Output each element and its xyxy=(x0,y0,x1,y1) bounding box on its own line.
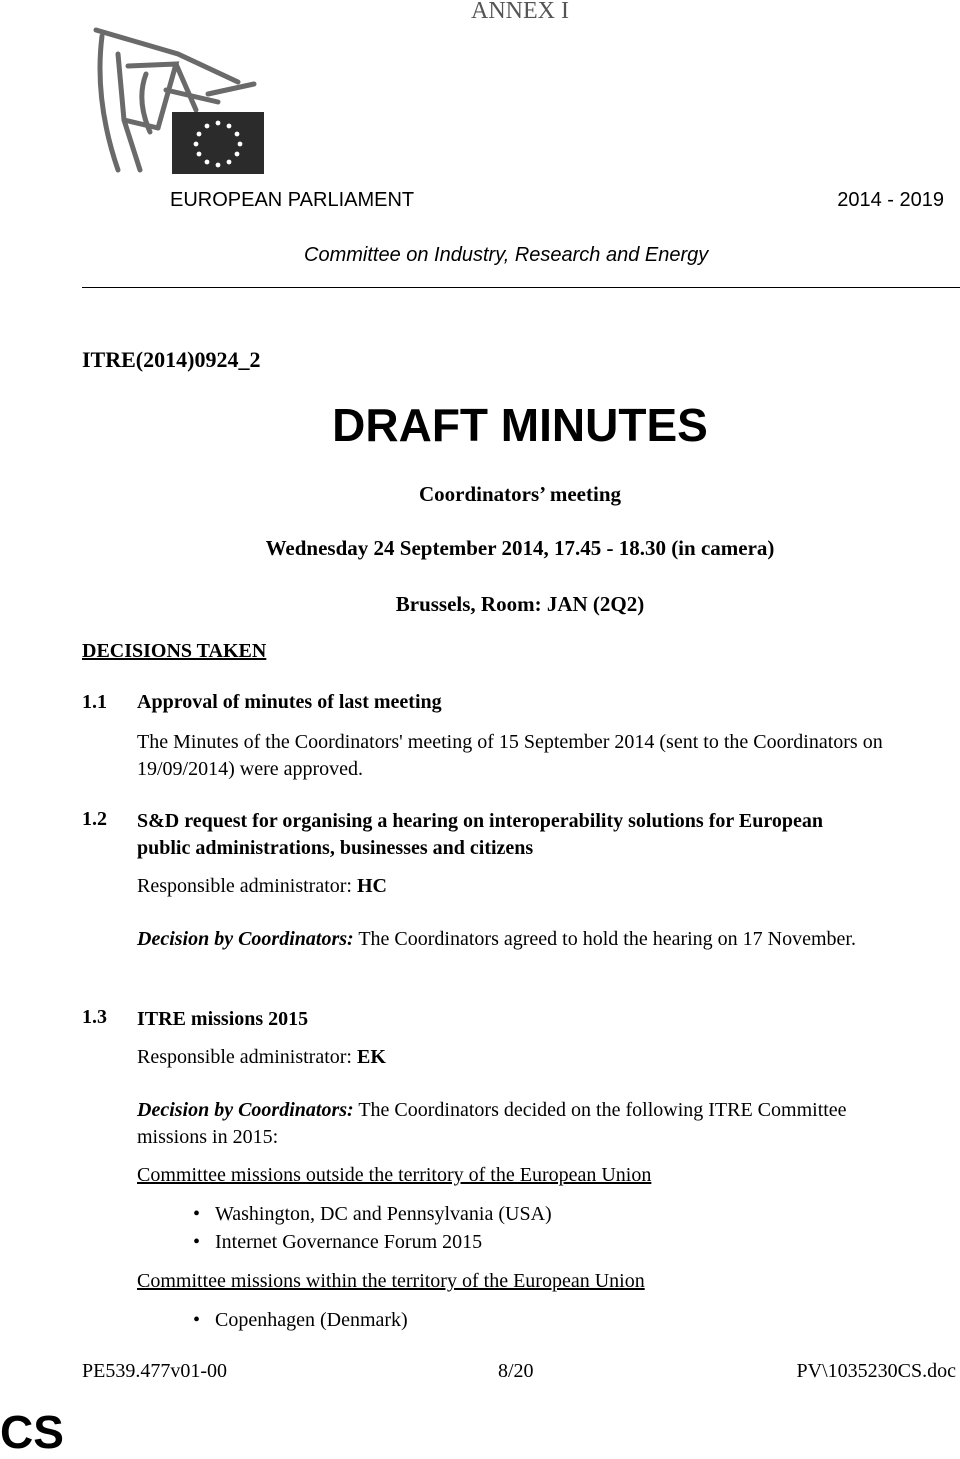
item-heading: Approval of minutes of last meeting xyxy=(137,691,442,713)
meeting-date: Wednesday 24 September 2014, 17.45 - 18.30 (in camera) xyxy=(265,536,775,560)
admin-initials: HC xyxy=(356,875,387,897)
bullet-icon: • xyxy=(193,1203,201,1225)
bullet-icon: • xyxy=(193,1231,201,1253)
list-item-text: Copenhagen (Denmark) xyxy=(215,1309,408,1331)
header-divider xyxy=(82,287,960,288)
list-item xyxy=(193,1203,552,1226)
page-title: DRAFT MINUTES xyxy=(332,399,708,451)
decision-label: Decision by Coordinators: xyxy=(137,1099,354,1121)
decision-text: The Coordinators decided on the following ITRE Committee missions in 2015: xyxy=(137,1099,847,1148)
list-item xyxy=(193,1309,408,1332)
document-reference: ITRE(2014)0924_2 xyxy=(82,347,261,372)
parliamentary-term: 2014 - 2019 xyxy=(837,189,944,211)
item-heading-line: public administrations, businesses and citizens xyxy=(137,837,534,859)
bullet-icon: • xyxy=(193,1309,201,1331)
footer-page-number: 8/20 xyxy=(498,1360,534,1382)
list-item-text: Washington, DC and Pennsylvania (USA) xyxy=(215,1203,552,1225)
list-item-text: Internet Governance Forum 2015 xyxy=(215,1231,483,1253)
item-heading: ITRE missions 2015 xyxy=(137,1008,309,1030)
footer-document-number: PE539.477v01-00 xyxy=(82,1360,227,1382)
admin-initials: EK xyxy=(356,1046,386,1068)
meeting-type: Coordinators’ meeting xyxy=(419,482,621,506)
item-number: 1.1 xyxy=(82,691,107,713)
decisions-heading: DECISIONS TAKEN xyxy=(82,640,267,662)
language-code: CS xyxy=(0,1406,64,1458)
responsible-administrator xyxy=(137,873,920,900)
footer-file-name: PV\1035230CS.doc xyxy=(796,1360,956,1382)
admin-label: Responsible administrator: xyxy=(137,1046,357,1068)
decision-text: The Coordinators agreed to hold the hearing on 17 November. xyxy=(353,928,856,950)
annex-label: ANNEX I xyxy=(471,0,569,24)
committee-name: Committee on Industry, Research and Energy xyxy=(304,244,709,266)
responsible-administrator xyxy=(137,1044,920,1071)
list-item xyxy=(193,1231,482,1254)
item-decision xyxy=(137,926,920,953)
admin-label: Responsible administrator: xyxy=(137,875,357,897)
european-parliament-logo xyxy=(88,20,278,180)
item-heading-line: S&D request for organising a hearing on interoperability solutions for European xyxy=(137,810,823,832)
decision-label: Decision by Coordinators: xyxy=(137,928,354,950)
item-body: The Minutes of the Coordinators' meeting of 15 September 2014 (sent to the Coordinators on 19/09/2014) were approved. xyxy=(137,731,883,780)
item-decision xyxy=(137,1097,920,1151)
meeting-place: Brussels, Room: JAN (2Q2) xyxy=(395,592,645,616)
missions-outside-heading: Committee missions outside the territory of the European Union xyxy=(137,1164,652,1186)
item-heading xyxy=(137,808,823,862)
missions-within-heading: Committee missions within the territory of the European Union xyxy=(137,1270,645,1292)
item-number: 1.2 xyxy=(82,808,107,830)
institution-name: EUROPEAN PARLIAMENT xyxy=(170,189,415,211)
item-number: 1.3 xyxy=(82,1006,107,1028)
